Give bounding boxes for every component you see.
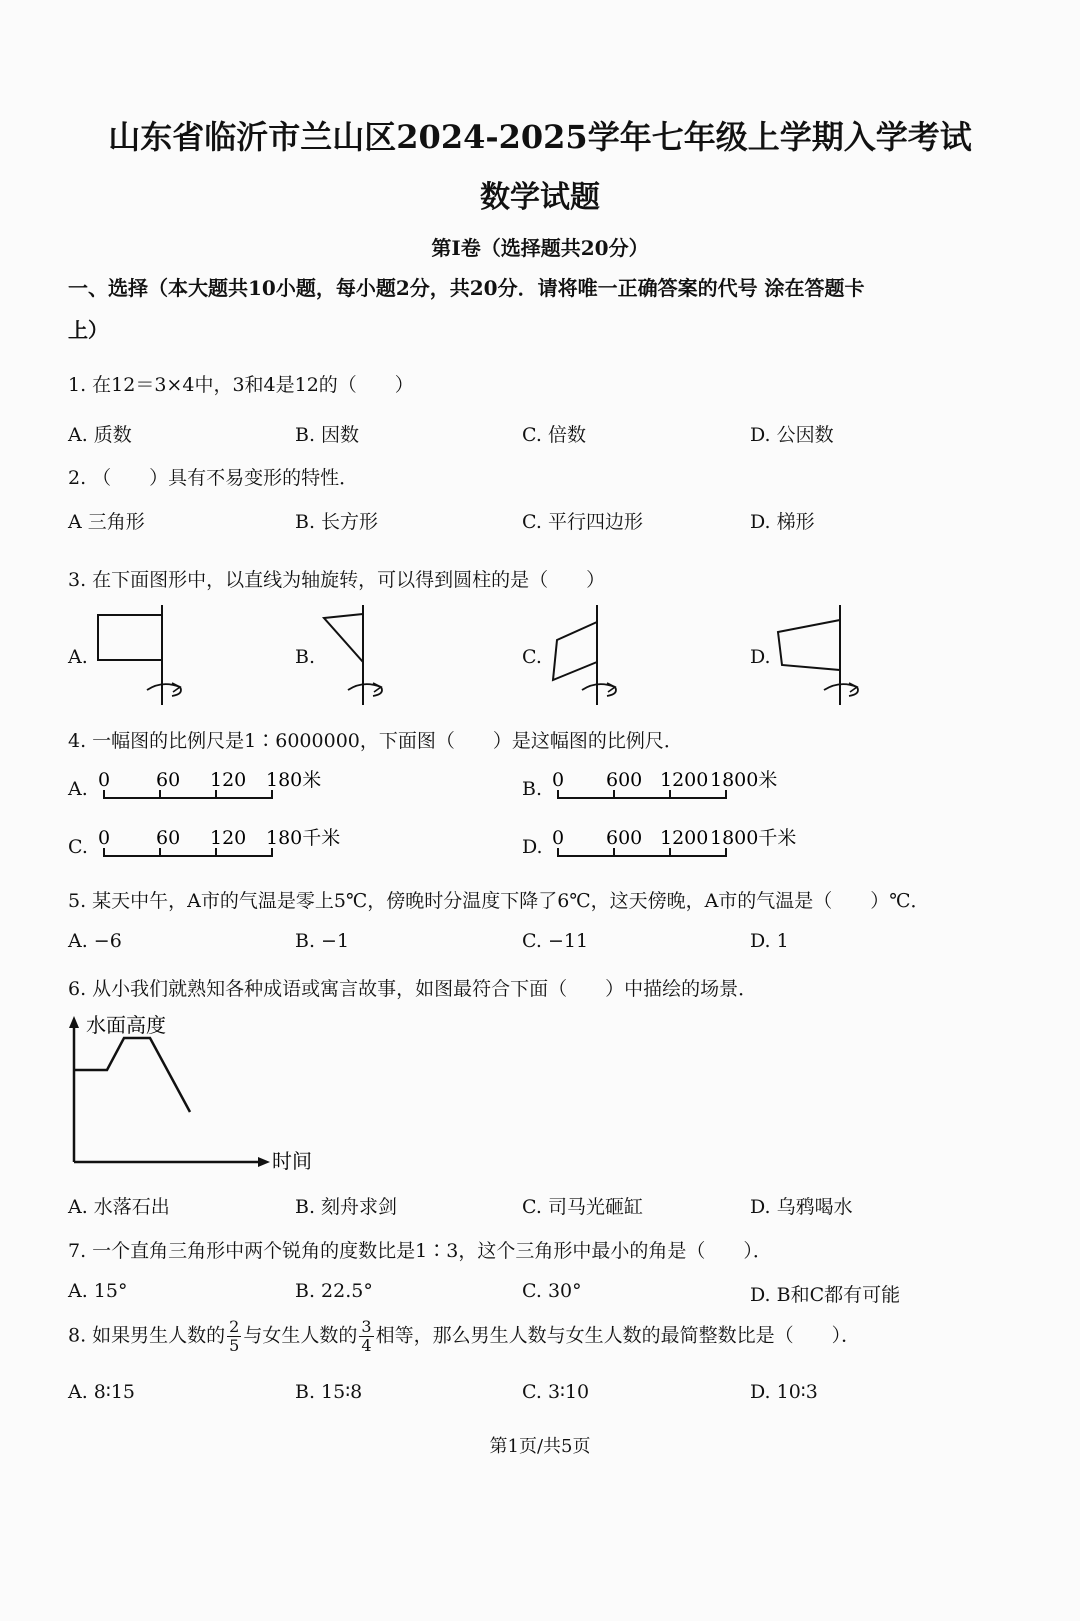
fraction-two-fifths — [227, 1318, 241, 1355]
q6-option-d: D. 乌鸦喝水 — [750, 1196, 853, 1218]
volume-heading: 第I卷（选择题共20分） — [431, 236, 649, 260]
fraction-denominator: 4 — [361, 1336, 372, 1355]
q6-option-a: A. 水落石出 — [68, 1196, 170, 1218]
scale-d-tick-0: 0 — [552, 827, 565, 849]
q2-option-c: C. 平行四边形 — [522, 511, 643, 533]
q2-option-d: D. 梯形 — [750, 511, 815, 533]
q5-option-c: C. −11 — [522, 930, 589, 952]
question-5: 5. 某天中午，A市的气温是零上5℃，傍晚时分温度下降了6℃，这天傍晚，A市的气温是（ ）℃． — [68, 890, 930, 912]
scale-c-tick-0: 0 — [98, 827, 111, 849]
graph-x-label: 时间 — [272, 1149, 312, 1170]
q3-figure-b — [318, 600, 418, 710]
q3-figure-c — [545, 600, 645, 710]
q5-option-a: A. −6 — [68, 930, 122, 952]
question-7: 7. 一个直角三角形中两个锐角的度数比是1∶3，这个三角形中最小的角是（ ）． — [68, 1240, 772, 1262]
q4-option-d: D. — [522, 836, 543, 858]
q3-figure-d — [772, 600, 872, 710]
scale-a-tick-1: 60 — [156, 769, 181, 791]
question-3: 3. 在下面图形中，以直线为轴旋转，可以得到圆柱的是（ ） — [68, 569, 606, 591]
scale-d-tick-2: 1200 — [660, 827, 709, 849]
q4-scale-a — [96, 768, 346, 804]
question-4: 4. 一幅图的比例尺是1∶6000000，下面图（ ）是这幅图的比例尺． — [68, 730, 683, 752]
q3-figure-a — [92, 600, 192, 710]
q1-option-b: B. 因数 — [295, 424, 360, 446]
scale-b-tick-3: 1800米 — [710, 769, 778, 791]
q1-option-c: C. 倍数 — [522, 424, 586, 446]
scale-a-tick-2: 120 — [210, 769, 247, 791]
q8-stem-part1: 8. 如果男生人数的 — [68, 1324, 226, 1347]
question-8 — [68, 1318, 860, 1355]
q8-option-c: C. 3∶10 — [522, 1381, 590, 1403]
q7-option-b: B. 22.5° — [295, 1280, 373, 1302]
q2-option-a: A 三角形 — [68, 511, 145, 533]
question-2: 2. （ ）具有不易变形的特性． — [68, 467, 359, 489]
fraction-denominator: 5 — [229, 1336, 240, 1355]
q8-option-b: B. 15∶8 — [295, 1381, 363, 1403]
scale-b-tick-2: 1200 — [660, 769, 709, 791]
scale-d-tick-1: 600 — [606, 827, 643, 849]
q1-option-a: A. 质数 — [68, 424, 132, 446]
page-number: 第1页/共5页 — [489, 1436, 591, 1457]
q5-option-b: B. −1 — [295, 930, 350, 952]
q8-option-a: A. 8∶15 — [68, 1381, 136, 1403]
scale-b-tick-1: 600 — [606, 769, 643, 791]
scale-c-tick-3: 180千米 — [266, 827, 341, 849]
graph-y-label: 水面高度 — [86, 1013, 166, 1037]
scale-d-tick-3: 1800千米 — [710, 827, 797, 849]
q5-option-d: D. 1 — [750, 930, 789, 952]
q6-option-c: C. 司马光砸缸 — [522, 1196, 643, 1218]
q8-option-d: D. 10∶3 — [750, 1381, 818, 1403]
q7-option-a: A. 15° — [68, 1280, 128, 1302]
q6-option-b: B. 刻舟求剑 — [295, 1196, 398, 1218]
q4-option-a: A. — [68, 778, 88, 800]
q7-option-d: D. B和C都有可能 — [750, 1284, 901, 1306]
q3-option-c: C. — [522, 646, 542, 668]
q4-scale-d — [550, 826, 820, 862]
scale-a-tick-3: 180米 — [266, 769, 322, 791]
exam-subtitle: 数学试题 — [480, 180, 600, 215]
scale-c-tick-2: 120 — [210, 827, 247, 849]
fraction-numerator: 2 — [229, 1317, 240, 1336]
fraction-three-quarters — [359, 1318, 373, 1355]
section-heading: 一、选择（本大题共10小题，每小题2分，共20分．请将唯一正确答案的代号 涂在答题卡 — [68, 276, 865, 300]
q8-stem-part3: 相等，那么男生人数与女生人数的最简整数比是（ ）． — [375, 1324, 861, 1347]
scale-c-tick-1: 60 — [156, 827, 181, 849]
fraction-numerator: 3 — [361, 1317, 372, 1336]
q3-option-b: B. — [295, 646, 316, 668]
exam-title: 山东省临沂市兰山区2024-2025学年七年级上学期入学考试 — [108, 118, 972, 156]
q7-option-c: C. 30° — [522, 1280, 582, 1302]
section-heading-cont: 上） — [68, 318, 108, 342]
q4-option-b: B. — [522, 778, 543, 800]
scale-b-tick-0: 0 — [552, 769, 565, 791]
q8-stem-part2: 与女生人数的 — [243, 1324, 358, 1347]
q3-option-d: D. — [750, 646, 771, 668]
q2-option-b: B. 长方形 — [295, 511, 379, 533]
q1-option-d: D. 公因数 — [750, 424, 834, 446]
q3-option-a: A. — [68, 646, 88, 668]
q4-scale-b — [550, 768, 810, 804]
q4-option-c: C. — [68, 836, 88, 858]
question-6: 6. 从小我们就熟知各种成语或寓言故事，如图最符合下面（ ）中描绘的场景． — [68, 978, 758, 1000]
q6-water-level-graph — [62, 1010, 332, 1170]
question-1: 1. 在12＝3×4中，3和4是12的（ ） — [68, 374, 414, 396]
scale-a-tick-0: 0 — [98, 769, 111, 791]
q4-scale-c — [96, 826, 346, 862]
